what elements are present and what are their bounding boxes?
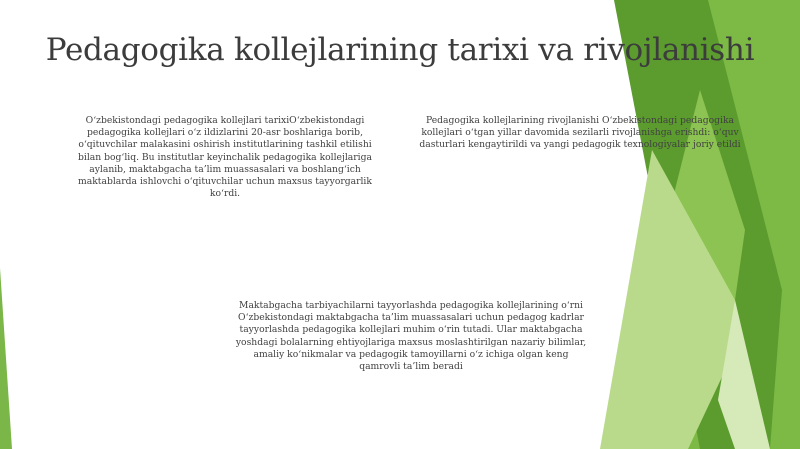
text-block-role: Maktabgacha tarbiyachilarni tayyorlashda pedagogika kollejlarining o‘rni O‘zbekistondagi maktabgacha ta’lim muassasalari uchun pedagog kadrlar tayyorlashda pedagogika kollejlari muhim o‘rin tutadi. Ular maktabgacha yoshdagi bolalarning ehtiyojlariga maxsus moslashtirilgan nazariy bilimlar, amaliy ko‘nikmalar va pedagogik tamoyillarni o‘z ichiga olgan keng qamrovli ta’lim beradi [235, 300, 587, 373]
text-block-history: O‘zbekistondagi pedagogika kollejlari tarixiO‘zbekistondagi pedagogika kollejlari o‘z ildizlarini 20-asr boshlariga borib, o‘qituvchilar malakasini oshirish institutlarining tashkil etilishi bilan bog‘liq. Bu institutlar keyinchalik pedagogika kollejlariga aylanib, maktabgacha ta’lim muassasalari va boshlang‘ich maktablarda ishlovchi o‘qituvchilar uchun maxsus tayyorgarlik ko‘rdi. [78, 115, 372, 200]
slide-title: Pedagogika kollejlarining tarixi va rivojlanishi [45, 32, 755, 68]
left-edge-facet [0, 268, 12, 449]
text-block-development: Pedagogika kollejlarining rivojlanishi O‘zbekistondagi pedagogika kollejlari o‘tgan yillar davomida sezilarli rivojlanishga erishdi: o‘quv dasturlari kengaytirildi va yangi pedagogik texnologiyalar joriy etildi [419, 115, 741, 151]
